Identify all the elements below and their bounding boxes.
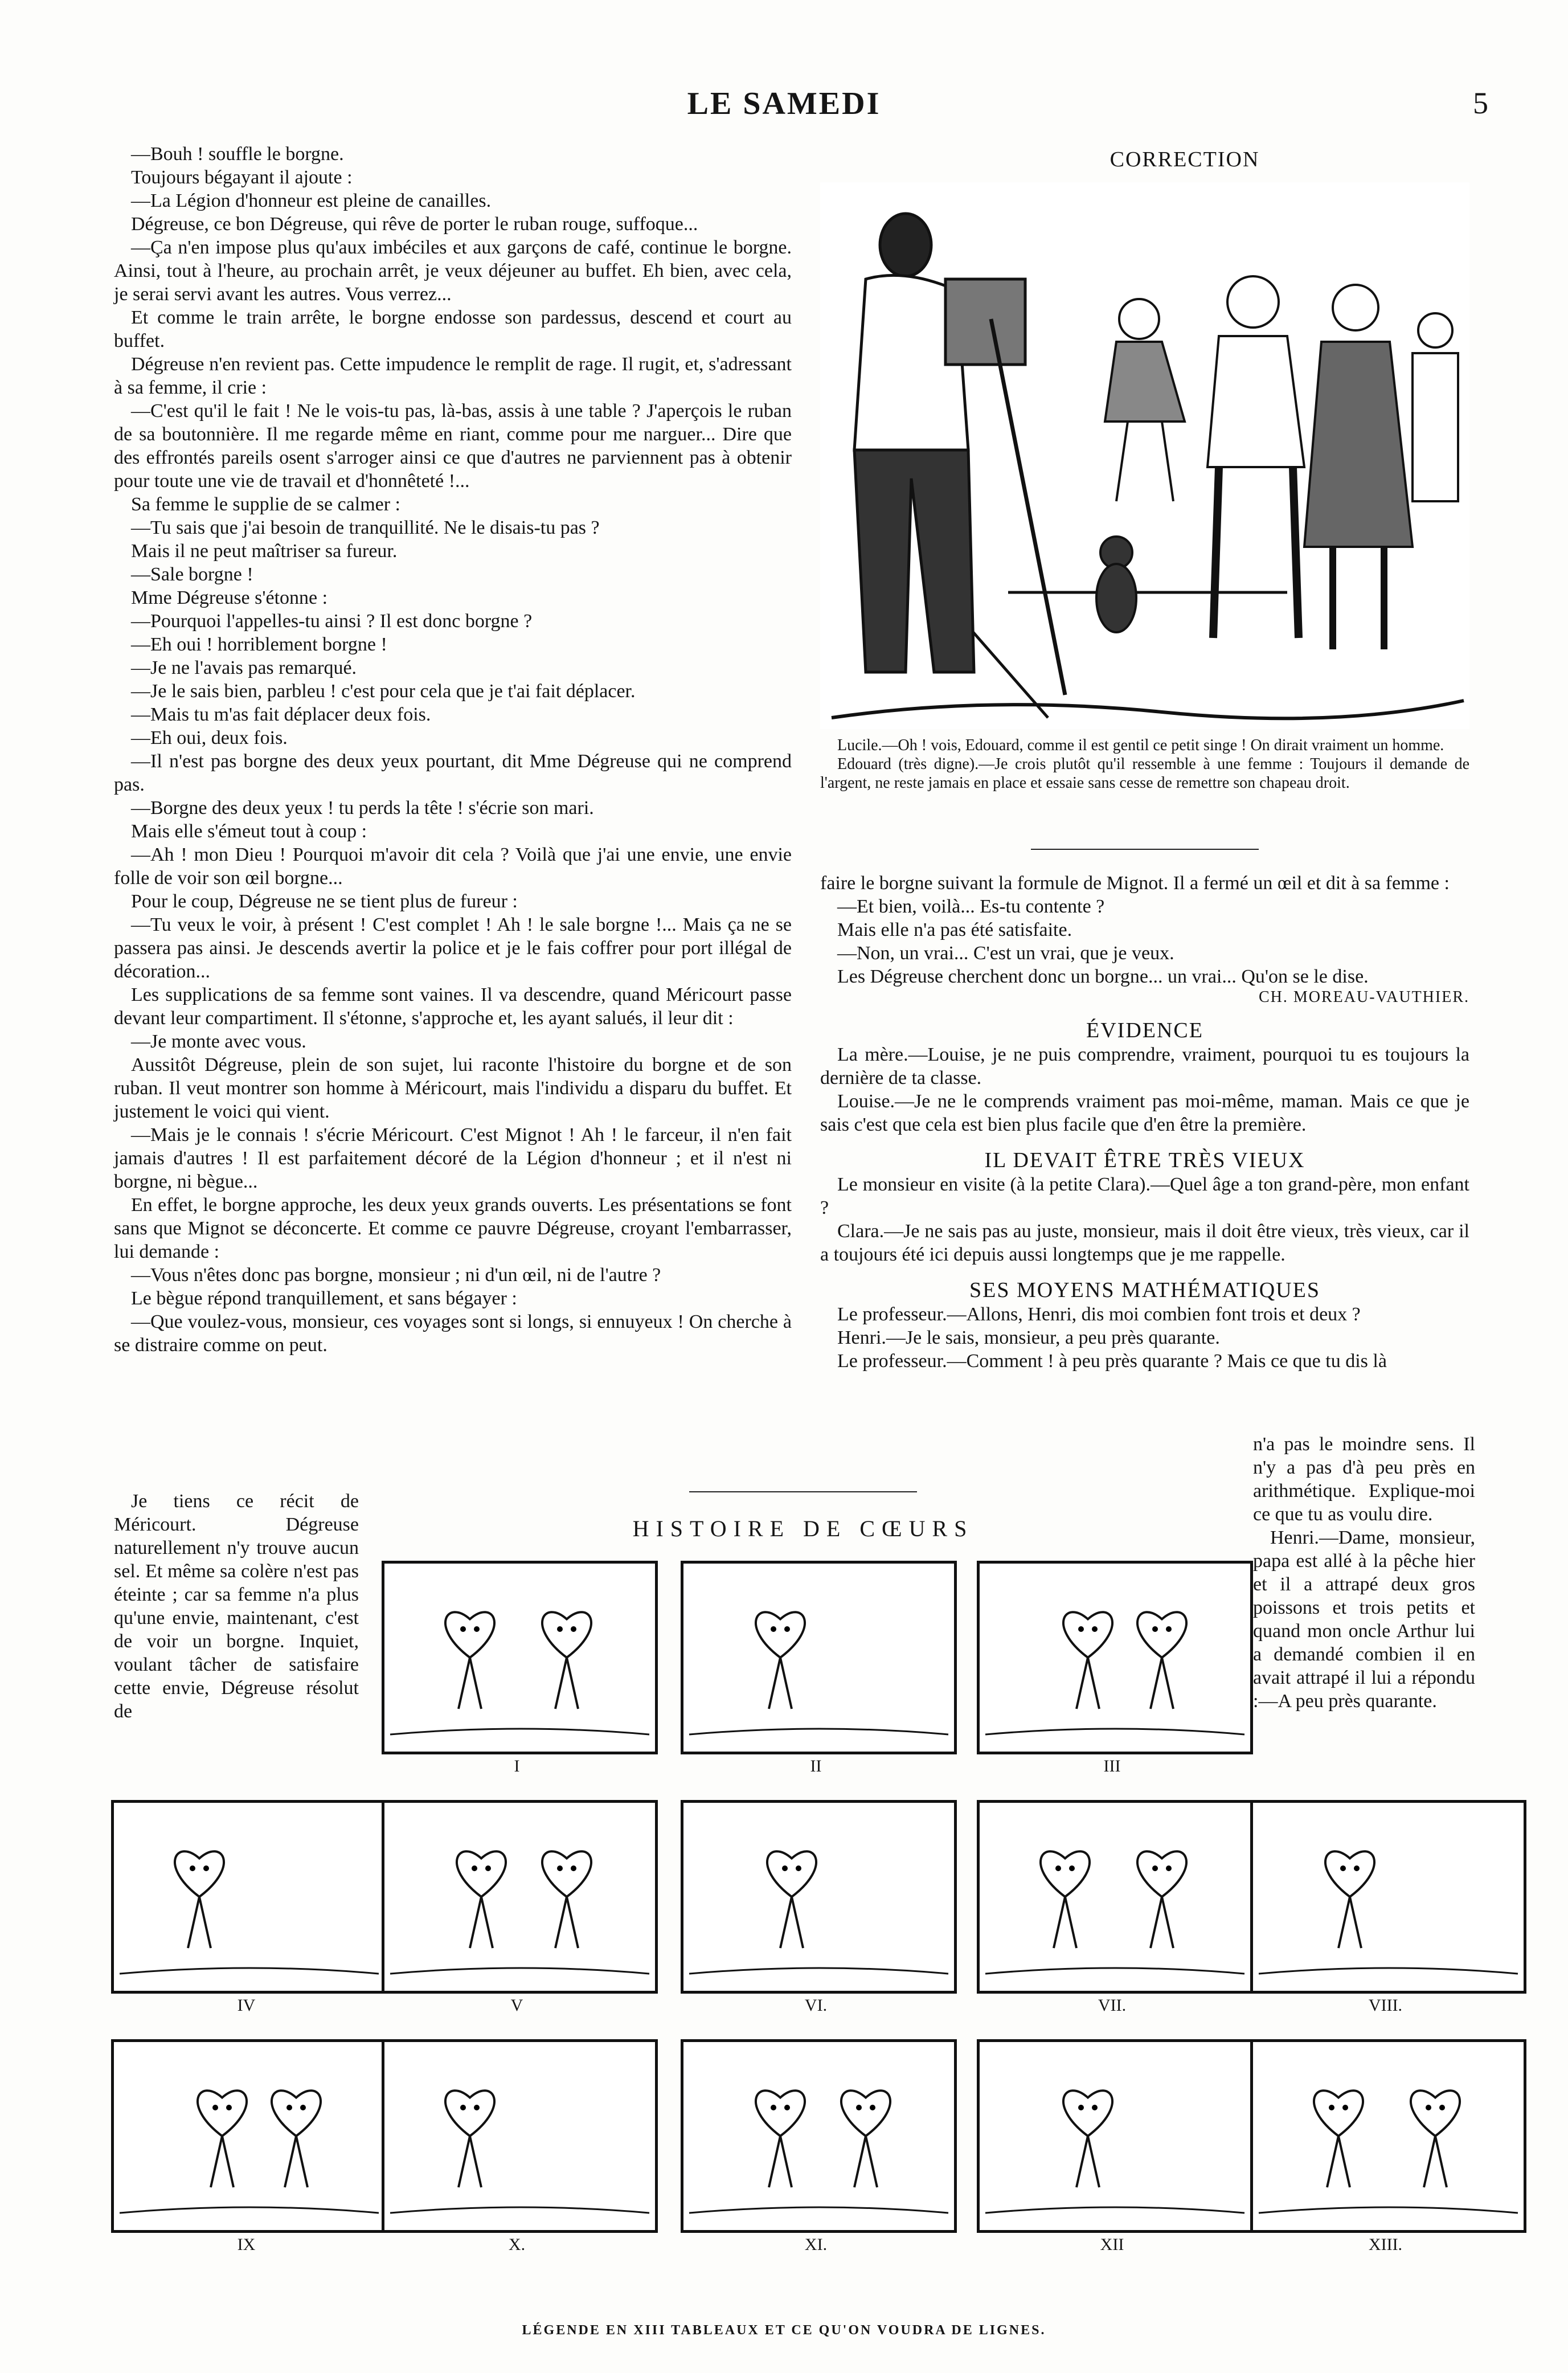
story-paragraph: —Tu veux le voir, à présent ! C'est complet ! Ah ! le sale borgne !... Mais ça ne se passera pas ainsi. Je descends avertir la police et je le fais coffrer pour port illégal de décoration... — [114, 914, 792, 982]
vieux-p1: Le monsieur en visite (à la petite Clara).—Quel âge a ton grand-père, mon enfant ? — [820, 1174, 1469, 1218]
comic-panel-label: VII. — [1098, 1996, 1127, 2015]
vieux-p2: Clara.—Je ne sais pas au juste, monsieur, mais il doit être vieux, très vieux, car il a toujours été ici depuis aussi longtemps que je me rappelle. — [820, 1221, 1469, 1265]
story-paragraph: —Je ne l'avais pas remarqué. — [131, 657, 357, 678]
comic-panel-label: VIII. — [1368, 1996, 1403, 2015]
story-narrow-column — [114, 1490, 359, 1723]
divider — [689, 1491, 917, 1492]
comic-panel — [977, 1561, 1253, 1754]
story-paragraph: Mais elle s'émeut tout à coup : — [131, 821, 367, 842]
story-paragraph: —Que voulez-vous, monsieur, ces voyages sont si longs, si ennuyeux ! On cherche à se distraire comme on peut. — [114, 1311, 792, 1356]
comic-panel-label: IX — [237, 2235, 256, 2254]
story-paragraph: Toujours bégayant il ajoute : — [131, 167, 353, 188]
evidence-p2: Louise.—Je ne le comprends vraiment pas moi-même, maman. Mais ce que je sais c'est que cela est bien plus facile que d'en être la première. — [820, 1091, 1469, 1135]
comic-panel-label: II — [810, 1757, 822, 1775]
story-paragraph: —Ça n'en impose plus qu'aux imbéciles et aux garçons de café, continue le borgne. Ainsi, tout à l'heure, au prochain arrêt, je veux déjeuner au buffet. Eh bien, avec cela, je serai servi avant les autres. Vous verrez... — [114, 237, 792, 305]
comic-panel-label: X. — [508, 2235, 526, 2254]
story-paragraph: En effet, le borgne approche, les deux yeux grands ouverts. Les présentations se font sans que Mignot se déconcerte. Et comme ce pauvre Dégreuse, croyant l'embarrasser, lui demande : — [114, 1194, 792, 1262]
comic-panel — [1250, 2039, 1526, 2233]
histoire-title: HISTOIRE DE CŒURS — [632, 1516, 974, 1541]
moyens-p1: Le professeur.—Allons, Henri, dis moi combien font trois et deux ? — [837, 1304, 1361, 1325]
story-paragraph: —Je le sais bien, parbleu ! c'est pour cela que je t'ai fait déplacer. — [131, 681, 636, 702]
story-continuation-paragraph: Mais elle n'a pas été satisfaite. — [837, 919, 1072, 940]
story-continuation-paragraph: Les Dégreuse cherchent donc un borgne... un vrai... Qu'on se le dise. — [837, 966, 1369, 987]
comic-panel-label: XIII. — [1368, 2235, 1403, 2254]
story-narrow-text: Je tiens ce récit de Méricourt. Dégreuse naturellement n'y trouve aucun sel. Et même sa colère n'est pas éteinte ; car sa femme n'a plus qu'une envie, maintenant, c'est de voir un borgne. Inquiet, voulant tâcher de satisfaire cette envie, Dégreuse résolut de — [114, 1491, 359, 1722]
correction-caption-edouard: Edouard (très digne).—Je crois plutôt qu'il ressemble à une femme : Toujours il demande de l'argent, ne reste jamais en place et essaie sans cesse de remettre son chapeau droit. — [820, 755, 1469, 792]
story-paragraph: —Pourquoi l'appelles-tu ainsi ? Il est donc borgne ? — [131, 611, 533, 632]
story-paragraph: —La Légion d'honneur est pleine de canailles. — [131, 190, 492, 211]
comic-panel-label: XI. — [804, 2235, 828, 2254]
comic-panel — [111, 2039, 387, 2233]
evidence-title: ÉVIDENCE — [1086, 1018, 1203, 1042]
comic-panel — [382, 1800, 658, 1994]
monkey-figure — [1096, 537, 1136, 632]
story-continuation-paragraph: faire le borgne suivant la formule de Mignot. Il a fermé un œil et dit à sa femme : — [820, 873, 1450, 894]
story-paragraph: Pour le coup, Dégreuse ne se tient plus de fureur : — [131, 891, 518, 912]
story-paragraph: —Tu sais que j'ai besoin de tranquillité. Ne le disais-tu pas ? — [131, 517, 600, 538]
moyens-narrow-column — [1253, 1433, 1475, 1713]
story-paragraph: —Borgne des deux yeux ! tu perds la tête ! s'écrie son mari. — [131, 797, 594, 819]
comic-panel — [111, 1800, 387, 1994]
correction-caption — [820, 736, 1469, 792]
story-continuation-paragraph: —Non, un vrai... C'est un vrai, que je veux. — [837, 943, 1174, 964]
page-number: 5 — [1473, 86, 1488, 120]
evidence-p1: La mère.—Louise, je ne puis comprendre, vraiment, pourquoi tu es toujours la dernière de ta classe. — [820, 1044, 1469, 1089]
moyens-p4: n'a pas le moindre sens. Il n'y a pas d'à peu près en arithmétique. Explique-moi ce que tu as voulu dire. — [1253, 1434, 1475, 1525]
story-continuation-paragraph: —Et bien, voilà... Es-tu contente ? — [837, 896, 1105, 917]
story-continuation — [820, 872, 1469, 988]
vieux-title: IL DEVAIT ÊTRE TRÈS VIEUX — [984, 1148, 1305, 1172]
story-signature: CH. MOREAU-VAUTHIER. — [1258, 988, 1469, 1006]
story-paragraph: Aussitôt Dégreuse, plein de son sujet, lui raconte l'histoire du borgne et de son ruban. Il veut montrer son homme à Méricourt, mais l'individu a disparu du buffet. Et justement le voici qui vient. — [114, 1054, 792, 1122]
story-paragraph: Mme Dégreuse s'étonne : — [131, 587, 328, 608]
story-paragraph: Dégreuse n'en revient pas. Cette impudence le remplit de rage. Il rugit, et, s'adressant à sa femme, il crie : — [114, 354, 792, 398]
comic-panel-label: XII — [1100, 2235, 1124, 2254]
correction-title: CORRECTION — [1110, 148, 1260, 171]
comic-panel — [681, 1561, 957, 1754]
comic-panel — [382, 2039, 658, 2233]
story-paragraph: —Ah ! mon Dieu ! Pourquoi m'avoir dit cela ? Voilà que j'ai une envie, une envie folle de voir son œil borgne... — [114, 844, 792, 889]
story-paragraph: Le bègue répond tranquillement, et sans bégayer : — [131, 1288, 517, 1309]
story-paragraph: Dégreuse, ce bon Dégreuse, qui rêve de porter le ruban rouge, suffoque... — [131, 214, 698, 235]
moyens-p5: Henri.—Dame, monsieur, papa est allé à la pêche hier et il a attrapé deux gros poissons et trois petits et quand mon oncle Arthur lui a demandé combien il en avait attrapé il lui a répondu :—A peu près quarante. — [1253, 1527, 1475, 1712]
story-paragraph: —C'est qu'il le fait ! Ne le vois-tu pas, là-bas, assis à une table ? J'aperçois le ruban de sa boutonnière. Il me regarde même en riant, comme pour me narguer... Dire que des effrontés pareils osent s'arroger ainsi ce que d'autres ne parviennent pas à obtenir pour toute une vie de travail et d'honnêteté !... — [114, 400, 792, 492]
correction-caption-lucile: Lucile.—Oh ! vois, Edouard, comme il est gentil ce petit singe ! On dirait vraiment un homme. — [837, 737, 1444, 754]
moyens-title: SES MOYENS MATHÉMATIQUES — [969, 1278, 1320, 1302]
story-paragraph: —Mais tu m'as fait déplacer deux fois. — [131, 704, 431, 725]
moyens-p3: Le professeur.—Comment ! à peu près quarante ? Mais ce que tu dis là — [837, 1351, 1387, 1372]
comic-panel-label: III — [1103, 1757, 1121, 1775]
story-paragraph: —Mais je le connais ! s'écrie Méricourt. C'est Mignot ! Ah ! le farceur, il n'en fait jamais d'autres ! Il est parfaitement décoré de la Légion d'honneur ; et il n'est ni borgne, ni bègue... — [114, 1124, 792, 1192]
comic-legend: LÉGENDE EN XIII TABLEAUX ET CE QU'ON VOUDRA DE LIGNES. — [522, 2323, 1046, 2338]
masthead: LE SAMEDI — [687, 86, 881, 121]
story-paragraph: Sa femme le supplie de se calmer : — [131, 494, 400, 515]
story-paragraph: —Eh oui ! horriblement borgne ! — [131, 634, 387, 655]
divider — [1031, 849, 1259, 850]
comic-panel — [382, 1561, 658, 1754]
story-paragraph: —Eh oui, deux fois. — [131, 727, 288, 748]
comic-panel-label: IV — [237, 1996, 256, 2015]
comic-panel-label: VI. — [804, 1996, 828, 2015]
comic-panel — [681, 1800, 957, 1994]
comic-panel — [977, 2039, 1253, 2233]
story-paragraph: —Je monte avec vous. — [131, 1031, 306, 1052]
story-paragraph: Les supplications de sa femme sont vaines. Il va descendre, quand Méricourt passe devant leur compartiment. Il s'étonne, s'approche et, les ayant salués, il leur dit : — [114, 984, 792, 1029]
correction-illustration — [820, 182, 1469, 729]
story-paragraph: —Vous n'êtes donc pas borgne, monsieur ; ni d'un œil, ni de l'autre ? — [131, 1265, 661, 1286]
moyens-p2: Henri.—Je le sais, monsieur, a peu près quarante. — [837, 1327, 1220, 1348]
story-paragraph: Et comme le train arrête, le borgne endosse son pardessus, descend et court au buffet. — [114, 307, 792, 351]
comic-panel-label: V — [510, 1996, 523, 2015]
story-paragraph: —Sale borgne ! — [131, 564, 253, 585]
story-column — [114, 142, 792, 1357]
comic-panel — [681, 2039, 957, 2233]
comic-panel — [1250, 1800, 1526, 1994]
comic-panel — [977, 1800, 1253, 1994]
comic-panel-label: I — [514, 1757, 520, 1775]
story-paragraph: —Il n'est pas borgne des deux yeux pourtant, dit Mme Dégreuse qui ne comprend pas. — [114, 751, 792, 795]
right-column — [820, 872, 1469, 1373]
story-paragraph: Mais il ne peut maîtriser sa fureur. — [131, 541, 398, 562]
story-paragraph: —Bouh ! souffle le borgne. — [131, 144, 344, 165]
